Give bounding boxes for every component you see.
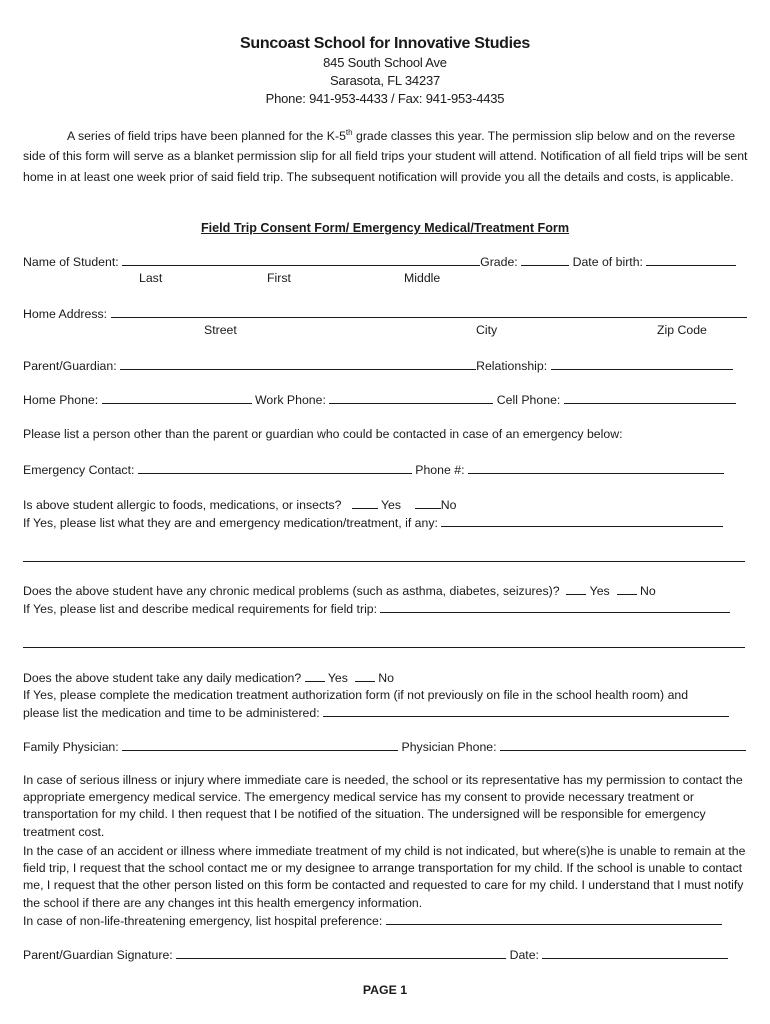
form-title: Field Trip Consent Form/ Emergency Medical/Treatment Form bbox=[200, 221, 570, 235]
grade-field[interactable] bbox=[521, 254, 569, 266]
daily-med-row bbox=[23, 670, 394, 685]
sub-label-street: Street bbox=[204, 323, 237, 337]
allergy-details-line[interactable] bbox=[23, 561, 745, 562]
daily-med-followup-row bbox=[23, 705, 729, 720]
home-address-row bbox=[23, 306, 747, 321]
chronic-row bbox=[23, 583, 656, 598]
sub-label-first: First bbox=[267, 271, 291, 285]
student-name-label: Name of Student: bbox=[23, 255, 119, 269]
home-phone-field[interactable] bbox=[102, 392, 252, 404]
intro-paragraph: A series of field trips have been planned for the K-5th grade classes this year. The permission slip below and on the reverse side of this form will serve as a blanket permission slip for all field trips your student will attend. Notification of all field trips will be sent home in at least one week prior of said field trip. The subsequent notification will provide you all the details and costs, is applicable. bbox=[23, 127, 748, 184]
chronic-details-field[interactable] bbox=[380, 601, 730, 613]
allergy-row bbox=[23, 497, 456, 512]
emergency-phone-label: Phone #: bbox=[415, 463, 465, 477]
chronic-question: Does the above student have any chronic medical problems (such as asthma, diabetes, seizures)? bbox=[23, 584, 560, 598]
physician-row bbox=[23, 739, 746, 754]
chronic-yes-label: Yes bbox=[589, 584, 610, 598]
daily-med-yes-label: Yes bbox=[327, 671, 348, 685]
home-address-label: Home Address: bbox=[23, 307, 108, 321]
daily-med-followup-2: please list the medication and time to be administered: bbox=[23, 706, 320, 720]
allergy-details-field[interactable] bbox=[441, 515, 723, 527]
date-field[interactable] bbox=[542, 947, 728, 959]
school-phone: Phone: 941-953-4433 / Fax: 941-953-4435 bbox=[265, 91, 505, 106]
physician-phone-field[interactable] bbox=[500, 739, 746, 751]
sub-label-middle: Middle bbox=[404, 271, 441, 285]
physician-phone-label: Physician Phone: bbox=[401, 740, 497, 754]
daily-med-no-label: No bbox=[378, 671, 394, 685]
consent-paragraph-2: In the case of an accident or illness where immediate treatment of my child is not indicated, but where(s)he is unable to remain at the field trip, I request that the school contact me or my designee to arrange transportation for my child. If the school is unable to contact me, I request that the other person listed on this form be contacted and requested to care for my child. I understand that I must notify the school if there are any changes int this health emergency information. bbox=[23, 844, 746, 910]
relationship-label: Relationship: bbox=[476, 359, 548, 373]
sub-label-last: Last bbox=[139, 271, 163, 285]
hospital-pref-row bbox=[23, 913, 722, 928]
student-name-row bbox=[23, 254, 736, 269]
chronic-followup-row bbox=[23, 601, 730, 616]
school-name: Suncoast School for Innovative Studies bbox=[240, 35, 530, 52]
signature-field[interactable] bbox=[176, 947, 506, 959]
allergy-followup-label: If Yes, please list what they are and emergency medication/treatment, if any: bbox=[23, 516, 438, 530]
physician-field[interactable] bbox=[122, 739, 398, 751]
parent-field[interactable] bbox=[120, 358, 476, 370]
sub-label-city: City bbox=[476, 323, 498, 337]
allergy-no-blank[interactable] bbox=[415, 497, 441, 509]
work-phone-label: Work Phone: bbox=[255, 393, 326, 407]
consent-paragraph-1: In case of serious illness or injury where immediate care is needed, the school or its representative has my permission to contact the appropriate emergency medical service. The emergency medical service has my consent to provide necessary treatment or transportation for my child. I then request that I be notified of the situation. The undersigned will be responsible for emergency treatment cost. bbox=[23, 773, 743, 839]
phones-row bbox=[23, 392, 736, 407]
page-number: PAGE 1 bbox=[362, 983, 408, 997]
student-name-field[interactable] bbox=[122, 254, 480, 266]
allergy-no-label: No bbox=[440, 498, 457, 512]
daily-med-no-blank[interactable] bbox=[355, 670, 375, 682]
relationship-field[interactable] bbox=[551, 358, 733, 370]
home-phone-label: Home Phone: bbox=[23, 393, 99, 407]
hospital-pref-label: In case of non-life-threatening emergency, list hospital preference: bbox=[23, 914, 383, 928]
chronic-details-line[interactable] bbox=[23, 647, 745, 648]
parent-row bbox=[23, 358, 733, 373]
allergy-yes-label: Yes bbox=[380, 498, 402, 512]
cell-phone-field[interactable] bbox=[564, 392, 736, 404]
daily-med-followup-1: If Yes, please complete the medication treatment authorization form (if not previously on file in the school health room) and bbox=[23, 688, 689, 702]
signature-label: Parent/Guardian Signature: bbox=[23, 948, 173, 962]
signature-row bbox=[23, 947, 728, 962]
grade-label: Grade: bbox=[480, 255, 518, 269]
chronic-yes-blank[interactable] bbox=[566, 583, 586, 595]
allergy-followup-row bbox=[23, 515, 723, 530]
school-city: Sarasota, FL 34237 bbox=[329, 73, 441, 88]
date-label: Date: bbox=[509, 948, 539, 962]
dob-label: Date of birth: bbox=[572, 255, 643, 269]
daily-med-question: Does the above student take any daily medication? bbox=[23, 671, 302, 685]
chronic-no-blank[interactable] bbox=[617, 583, 637, 595]
daily-med-details-field[interactable] bbox=[323, 705, 729, 717]
emergency-contact-label: Emergency Contact: bbox=[23, 463, 135, 477]
allergy-question: Is above student allergic to foods, medications, or insects? bbox=[23, 498, 342, 512]
hospital-pref-field[interactable] bbox=[386, 913, 722, 925]
emergency-phone-field[interactable] bbox=[468, 462, 724, 474]
home-address-field[interactable] bbox=[111, 306, 747, 318]
physician-label: Family Physician: bbox=[23, 740, 119, 754]
chronic-no-label: No bbox=[639, 584, 656, 598]
dob-field[interactable] bbox=[646, 254, 736, 266]
emergency-contact-field[interactable] bbox=[138, 462, 412, 474]
parent-label: Parent/Guardian: bbox=[23, 359, 117, 373]
cell-phone-label: Cell Phone: bbox=[496, 393, 561, 407]
daily-med-yes-blank[interactable] bbox=[305, 670, 325, 682]
sub-label-zip: Zip Code bbox=[657, 323, 707, 337]
allergy-yes-blank[interactable] bbox=[352, 497, 378, 509]
work-phone-field[interactable] bbox=[329, 392, 493, 404]
emergency-row bbox=[23, 462, 724, 477]
chronic-followup-label: If Yes, please list and describe medical requirements for field trip: bbox=[23, 602, 378, 616]
school-address: 845 South School Ave bbox=[323, 55, 447, 70]
emergency-instruction: Please list a person other than the parent or guardian who could be contacted in case of an emergency below: bbox=[23, 427, 623, 441]
